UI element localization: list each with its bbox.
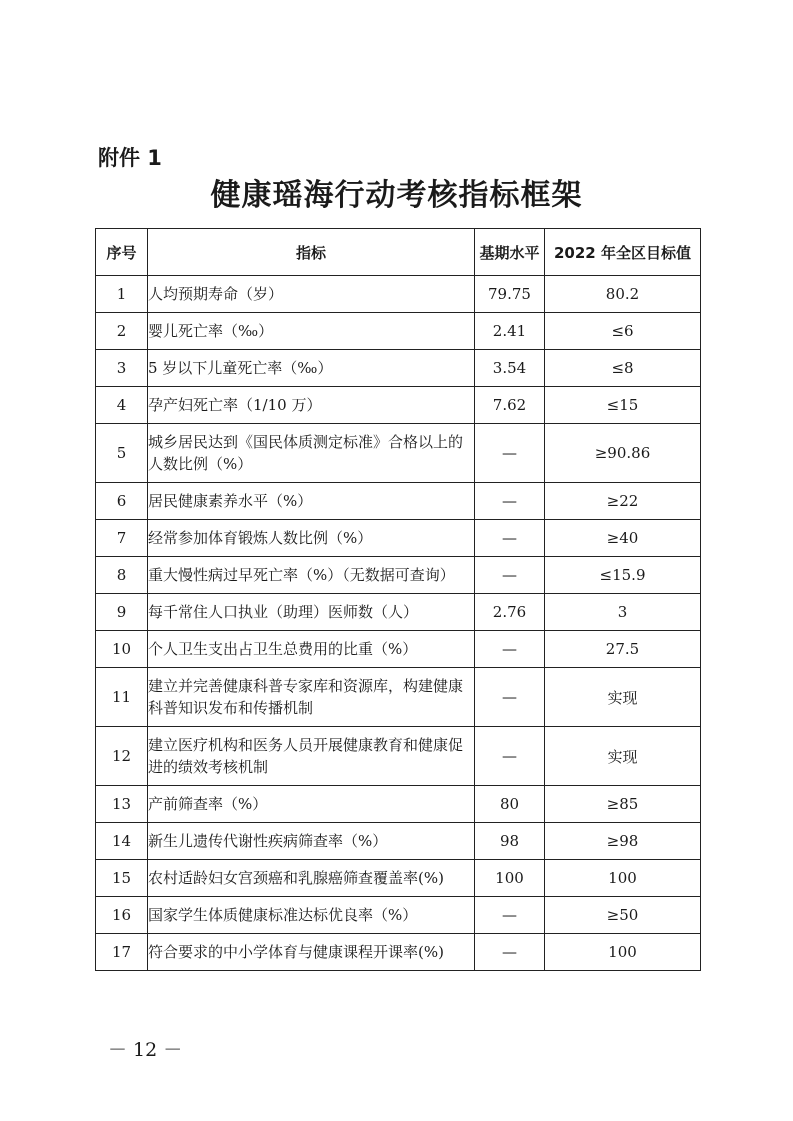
row-number: 10 [96,631,148,668]
row-baseline: — [475,668,545,727]
table-row [96,276,701,313]
row-number: 9 [96,594,148,631]
row-number: 7 [96,520,148,557]
row-target: ≥98 [545,823,701,860]
row-baseline: 100 [475,860,545,897]
row-number: 16 [96,897,148,934]
row-number: 17 [96,934,148,971]
row-baseline: 2.76 [475,594,545,631]
row-target: ≤8 [545,350,701,387]
row-indicator: 重大慢性病过早死亡率（%）（无数据可查询） [148,557,475,594]
row-number: 13 [96,786,148,823]
row-baseline: 3.54 [475,350,545,387]
table-row [96,594,701,631]
row-baseline: — [475,631,545,668]
row-indicator: 建立并完善健康科普专家库和资源库，构建健康科普知识发布和传播机制 [148,668,475,727]
row-target: ≥90.86 [545,424,701,483]
row-indicator: 孕产妇死亡率（1/10 万） [148,387,475,424]
row-baseline: — [475,557,545,594]
table-row [96,860,701,897]
row-indicator: 5 岁以下儿童死亡率（‰） [148,350,475,387]
row-indicator: 新生儿遗传代谢性疾病筛查率（%） [148,823,475,860]
table-row [96,424,701,483]
table-row [96,350,701,387]
document-title: 健康瑶海行动考核指标框架 [210,178,583,213]
attachment-label: 附件 1 [98,146,162,170]
table-row [96,897,701,934]
row-indicator: 婴儿死亡率（‰） [148,313,475,350]
row-number: 2 [96,313,148,350]
row-indicator: 产前筛查率（%） [148,786,475,823]
row-number: 4 [96,387,148,424]
table-header-row [96,229,701,276]
header-no: 序号 [96,229,148,276]
row-target: ≥22 [545,483,701,520]
table-row [96,727,701,786]
row-baseline: 98 [475,823,545,860]
row-number: 6 [96,483,148,520]
row-target: 100 [545,860,701,897]
row-target: 实现 [545,668,701,727]
table-row [96,313,701,350]
row-number: 15 [96,860,148,897]
row-number: 12 [96,727,148,786]
row-baseline: 79.75 [475,276,545,313]
row-target: ≥50 [545,897,701,934]
row-target: 27.5 [545,631,701,668]
row-baseline: 2.41 [475,313,545,350]
table-row [96,668,701,727]
table-row [96,387,701,424]
row-target: 3 [545,594,701,631]
row-number: 3 [96,350,148,387]
row-target: ≤15.9 [545,557,701,594]
row-target: ≤15 [545,387,701,424]
header-indicator: 指标 [148,229,475,276]
row-indicator: 符合要求的中小学体育与健康课程开课率(%) [148,934,475,971]
row-number: 14 [96,823,148,860]
header-target: 2022 年全区目标值 [545,229,701,276]
row-target: ≥85 [545,786,701,823]
row-indicator: 个人卫生支出占卫生总费用的比重（%） [148,631,475,668]
row-baseline: 7.62 [475,387,545,424]
indicator-table [95,228,701,971]
row-number: 5 [96,424,148,483]
table-row [96,934,701,971]
row-indicator: 建立医疗机构和医务人员开展健康教育和健康促进的绩效考核机制 [148,727,475,786]
row-indicator: 经常参加体育锻炼人数比例（%） [148,520,475,557]
row-baseline: — [475,520,545,557]
row-baseline: — [475,934,545,971]
row-indicator: 农村适龄妇女宫颈癌和乳腺癌筛查覆盖率(%) [148,860,475,897]
row-target: 100 [545,934,701,971]
row-target: ≤6 [545,313,701,350]
row-number: 11 [96,668,148,727]
row-target: 80.2 [545,276,701,313]
row-indicator: 人均预期寿命（岁） [148,276,475,313]
row-indicator: 居民健康素养水平（%） [148,483,475,520]
row-baseline: — [475,483,545,520]
row-number: 8 [96,557,148,594]
row-baseline: — [475,424,545,483]
page-number: － 12 － [108,1039,183,1061]
row-baseline: — [475,897,545,934]
row-target: 实现 [545,727,701,786]
table-row [96,557,701,594]
table-row [96,823,701,860]
row-indicator: 国家学生体质健康标准达标优良率（%） [148,897,475,934]
table-row [96,631,701,668]
table-row [96,483,701,520]
row-baseline: 80 [475,786,545,823]
table-row [96,520,701,557]
row-indicator: 城乡居民达到《国民体质测定标准》合格以上的人数比例（%） [148,424,475,483]
row-number: 1 [96,276,148,313]
row-indicator: 每千常住人口执业（助理）医师数（人） [148,594,475,631]
row-baseline: — [475,727,545,786]
row-target: ≥40 [545,520,701,557]
header-baseline: 基期水平 [475,229,545,276]
table-row [96,786,701,823]
